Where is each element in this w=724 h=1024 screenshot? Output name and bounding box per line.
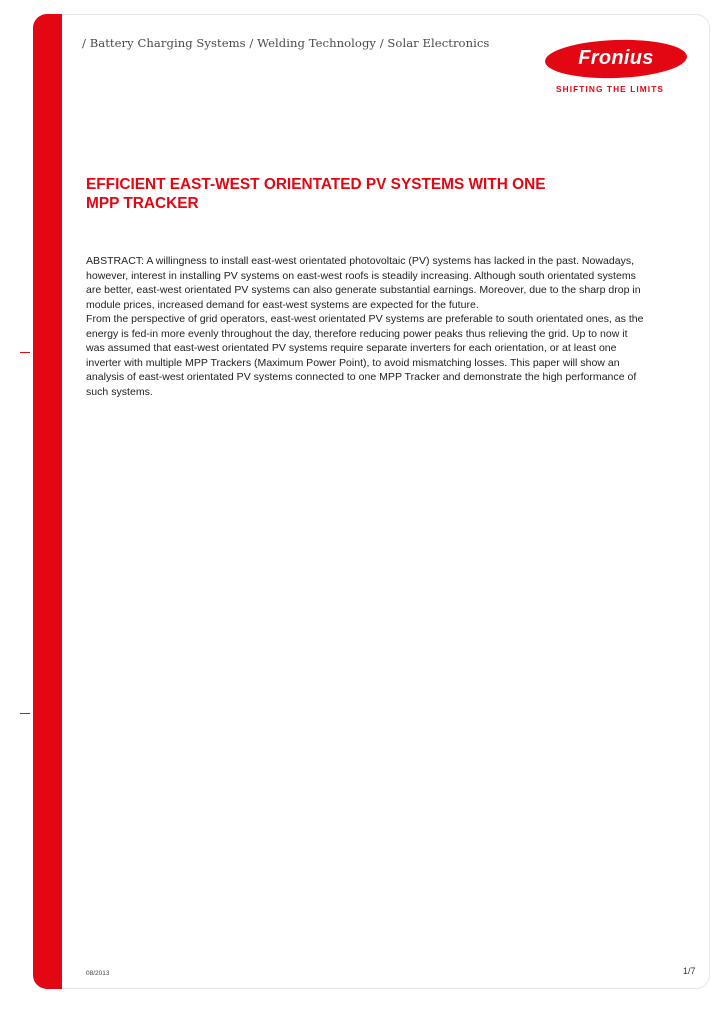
page-sheet xyxy=(33,14,710,989)
fold-mark-upper xyxy=(20,352,30,353)
abstract-paragraph-2: From the perspective of grid operators, east-west orientated PV systems are preferable to south orientated ones, as the energy is fed-in more evenly throughout the day, therefore reducing power peaks thus relieving the grid. Up to now it was assumed that east-west orientated PV systems require separate inverters for each orientation, or at least one inverter with multiple MPP Trackers (Maximum Power Point), to avoid mismatching losses. This paper will show an analysis of east-west orientated PV systems connected to one MPP Tracker and demonstrate the high performance of such systems. xyxy=(86,313,644,398)
red-side-band xyxy=(33,14,62,989)
breadcrumb: / Battery Charging Systems / Welding Technology / Solar Electronics xyxy=(82,36,490,50)
brand-tagline: SHIFTING THE LIMITS xyxy=(556,84,665,94)
footer-date: 08/2013 xyxy=(86,970,110,977)
logo-wordmark: Fronius xyxy=(578,47,654,69)
fronius-logo xyxy=(545,40,687,78)
abstract-paragraph-1: ABSTRACT: A willingness to install east-west orientated photovoltaic (PV) systems has lacked in the past. Nowadays, however, interest in installing PV systems on east-west roofs is steadily increasing. Although south orientated systems are better, east-west orientated PV systems can also generate substantial earnings. Moreover, due to the sharp drop in module prices, increased demand for east-west systems are expected for the future. xyxy=(86,255,641,311)
fold-mark-lower xyxy=(20,713,30,714)
document-title xyxy=(86,175,646,213)
page-number: 1/7 xyxy=(683,966,696,976)
abstract xyxy=(86,254,646,399)
document-title-line-2: MPP TRACKER xyxy=(86,195,199,212)
document-title-line-1: EFFICIENT EAST-WEST ORIENTATED PV SYSTEMS WITH ONE xyxy=(86,176,546,193)
